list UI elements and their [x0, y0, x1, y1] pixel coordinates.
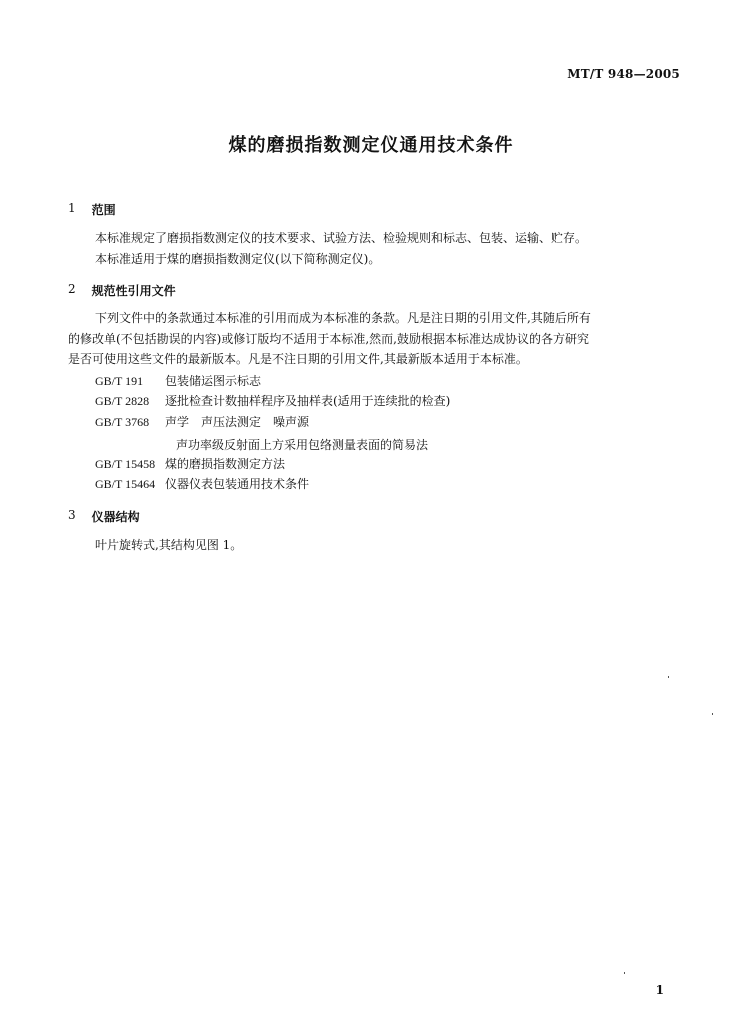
section-title: 范围	[91, 203, 116, 217]
reference-title-continuation: 声功率级反射面上方采用包络测量表面的简易法	[176, 438, 429, 452]
scope-paragraph-2: 本标准适用于煤的磨损指数测定仪(以下简称测定仪)。	[95, 252, 381, 266]
section-title: 规范性引用文件	[91, 284, 176, 298]
reference-title: 声学 声压法测定 噪声源	[165, 415, 310, 429]
standard-code: MT/T 948—2005	[567, 67, 680, 81]
reference-code: GB/T 3768	[95, 415, 150, 429]
reference-title: 包装储运图示标志	[165, 374, 262, 388]
reference-title: 逐批检查计数抽样程序及抽样表(适用于连续批的检查)	[165, 394, 451, 408]
scan-speck	[712, 713, 713, 715]
section-number: 3	[68, 508, 76, 522]
reference-item	[95, 394, 450, 408]
section-title: 仪器结构	[91, 510, 140, 524]
section-3-heading	[68, 508, 140, 525]
reference-code: GB/T 15458	[95, 457, 156, 471]
scope-paragraph-1: 本标准规定了磨损指数测定仪的技术要求、试验方法、检验规则和标志、包装、运输、贮存。	[95, 231, 588, 245]
reference-item	[95, 374, 261, 388]
reference-title: 煤的磨损指数测定方法	[165, 457, 286, 471]
section-number: 1	[68, 201, 76, 215]
reference-item	[95, 457, 285, 471]
reference-code: GB/T 191	[95, 374, 144, 388]
section-2-heading	[68, 282, 176, 299]
reference-code: GB/T 15464	[95, 477, 156, 491]
normative-paragraph-line-2: 的修改单(不包括勘误的内容)或修订版均不适用于本标准,然而,鼓励根据本标准达成协议的各方研究	[68, 332, 589, 346]
document-title: 煤的磨损指数测定仪通用技术条件	[228, 135, 514, 156]
scan-speck	[624, 972, 625, 974]
normative-paragraph-line-1: 下列文件中的条款通过本标准的引用而成为本标准的条款。凡是注日期的引用文件,其随后所有	[95, 311, 591, 325]
section-number: 2	[68, 282, 76, 296]
reference-title: 仪器仪表包装通用技术条件	[165, 477, 310, 491]
reference-code: GB/T 2828	[95, 394, 150, 408]
section-1-heading	[68, 201, 116, 218]
normative-paragraph-line-3: 是否可使用这些文件的最新版本。凡是不注日期的引用文件,其最新版本适用于本标准。	[68, 352, 528, 366]
structure-paragraph: 叶片旋转式,其结构见图 1。	[95, 538, 243, 552]
reference-item	[95, 477, 309, 491]
scan-speck	[668, 676, 669, 678]
page-number: 1	[655, 983, 664, 997]
reference-item	[95, 415, 309, 429]
